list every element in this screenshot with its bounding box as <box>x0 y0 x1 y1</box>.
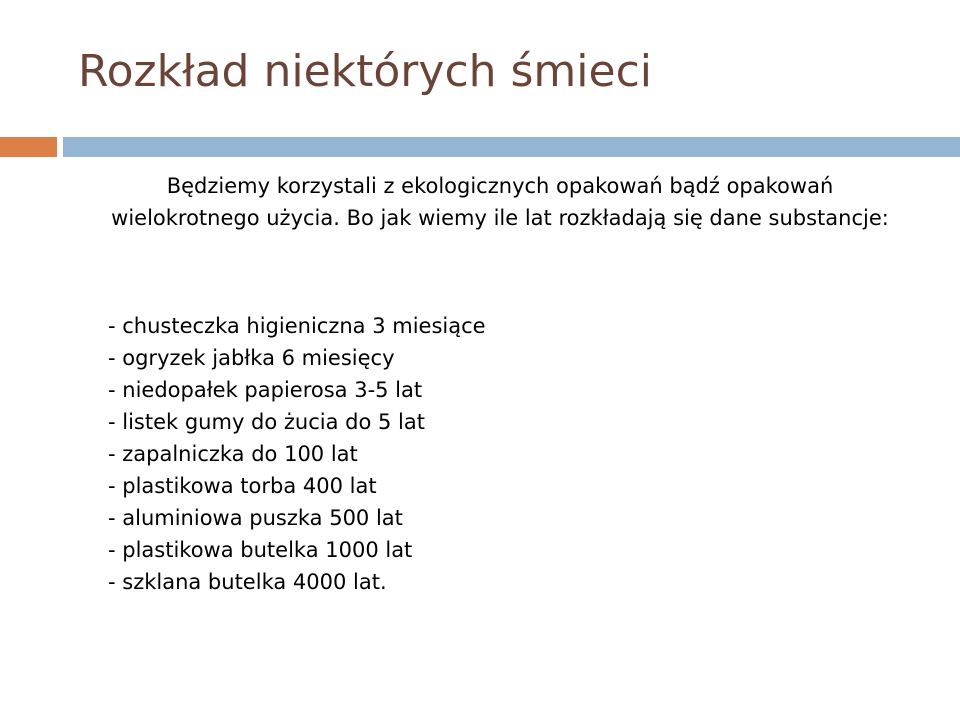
slide-title: Rozkład niektórych śmieci <box>78 46 652 97</box>
list-item: - szklana butelka 4000 lat. <box>108 570 387 594</box>
list-item: - ogryzek jabłka 6 miesięcy <box>108 346 395 370</box>
list-item: - aluminiowa puszka 500 lat <box>108 506 403 530</box>
decomposition-list <box>108 310 486 598</box>
list-item: - listek gumy do żucia do 5 lat <box>108 410 425 434</box>
list-item: - zapalniczka do 100 lat <box>108 442 358 466</box>
accent-bar-orange <box>0 137 57 157</box>
intro-paragraph: Będziemy korzystali z ekologicznych opakowań bądź opakowań wielokrotnego użycia. Bo jak wiemy ile lat rozkładają się dane substancje: <box>111 174 889 230</box>
list-item: - plastikowa butelka 1000 lat <box>108 538 413 562</box>
list-item: - niedopałek papierosa 3-5 lat <box>108 378 423 402</box>
list-item: - chusteczka higieniczna 3 miesiące <box>108 314 486 338</box>
accent-bar-blue <box>63 137 960 157</box>
list-item: - plastikowa torba 400 lat <box>108 474 377 498</box>
